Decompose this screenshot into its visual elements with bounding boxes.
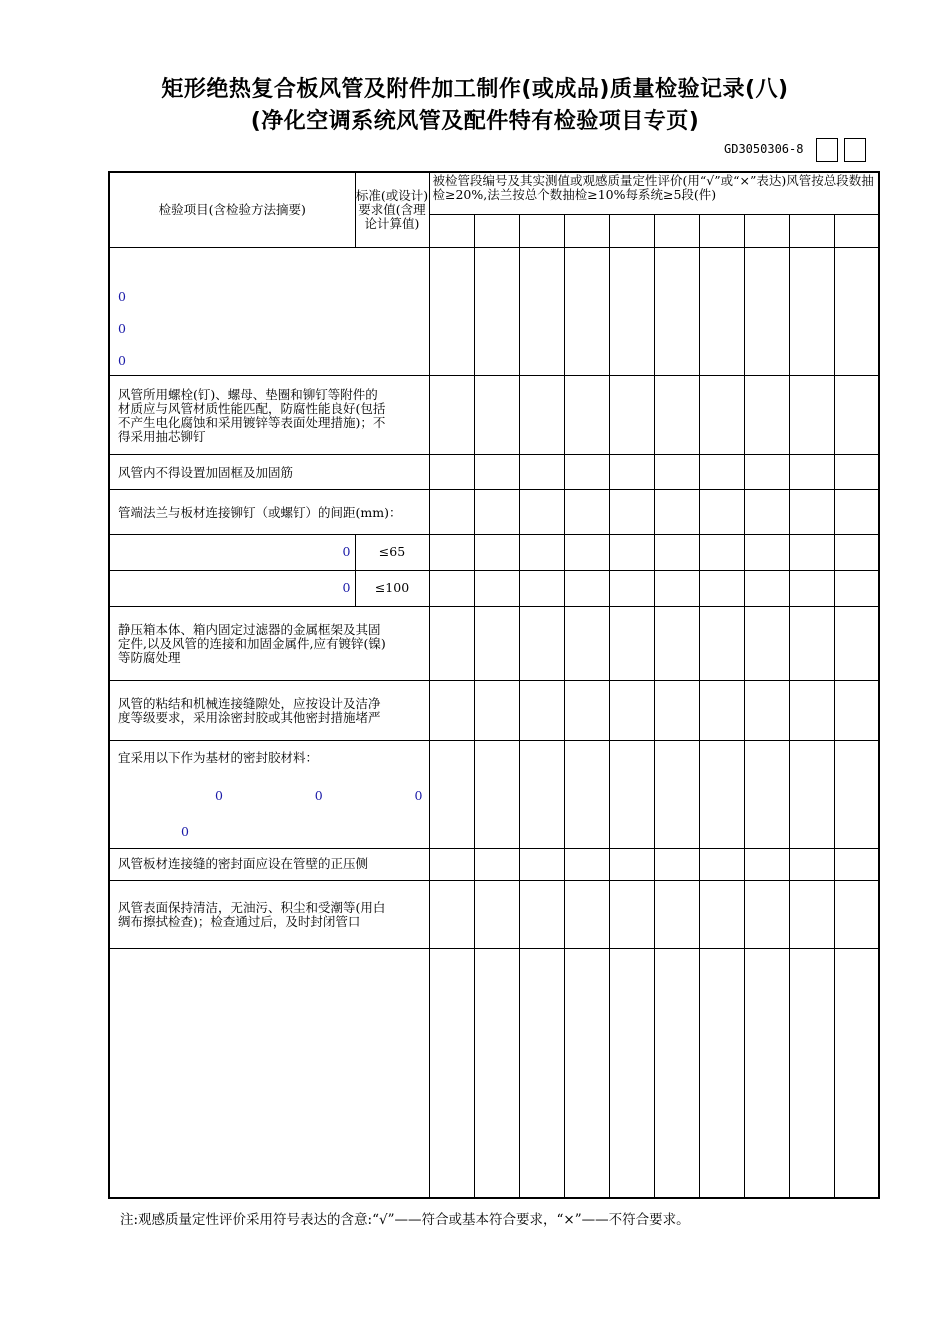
result-cell[interactable] xyxy=(789,740,834,848)
result-cell[interactable] xyxy=(564,375,609,454)
result-cell[interactable] xyxy=(519,454,564,489)
result-cell[interactable] xyxy=(654,454,699,489)
result-cell[interactable] xyxy=(654,680,699,740)
result-cell[interactable] xyxy=(789,534,834,570)
result-cell[interactable] xyxy=(474,948,519,1198)
result-cell[interactable] xyxy=(789,247,834,375)
result-cell[interactable] xyxy=(699,454,744,489)
result-cell[interactable] xyxy=(834,489,879,534)
result-cell[interactable] xyxy=(429,247,474,375)
result-cell[interactable] xyxy=(699,247,744,375)
result-cell[interactable] xyxy=(834,680,879,740)
result-cell[interactable] xyxy=(474,534,519,570)
result-cell[interactable] xyxy=(654,880,699,948)
result-cell[interactable] xyxy=(519,880,564,948)
result-cell[interactable] xyxy=(564,848,609,880)
result-cell[interactable] xyxy=(744,848,789,880)
result-cell[interactable] xyxy=(834,948,879,1198)
row-seal-joint: 风管的粘结和机械连接缝隙处，应按设计及洁净度等级要求，采用涂密封胶或其他密封措施堵严 xyxy=(109,680,429,740)
result-cell[interactable] xyxy=(834,454,879,489)
result-cell[interactable] xyxy=(834,570,879,606)
form-title: 矩形绝热复合板风管及附件加工制作(或成品)质量检验记录(八) xyxy=(161,77,789,102)
result-cell[interactable] xyxy=(564,247,609,375)
result-cell[interactable] xyxy=(654,247,699,375)
result-cell[interactable] xyxy=(789,680,834,740)
result-cell[interactable] xyxy=(834,534,879,570)
spacing-standard: ≤65 xyxy=(355,534,429,570)
sealant-label: 宜采用以下作为基材的密封胶材料： xyxy=(118,749,319,765)
spacing-value: 0 xyxy=(109,570,355,606)
result-cell[interactable] xyxy=(609,848,654,880)
result-cell[interactable] xyxy=(744,948,789,1198)
result-cell[interactable] xyxy=(474,848,519,880)
result-cell[interactable] xyxy=(834,375,879,454)
result-cell[interactable] xyxy=(609,454,654,489)
result-cell[interactable] xyxy=(564,740,609,848)
spacing-standard: ≤100 xyxy=(355,570,429,606)
result-cell[interactable] xyxy=(654,375,699,454)
sealant-values-row xyxy=(118,765,423,803)
footer-note: 注:观感质量定性评价采用符号表达的含意:“√”——符合或基本符合要求，“×”——不符合要求。 xyxy=(120,1212,690,1228)
result-cell[interactable] xyxy=(474,606,519,680)
result-cell[interactable] xyxy=(834,740,879,848)
form-subtitle: (净化空调系统风管及配件特有检验项目专页) xyxy=(250,109,700,134)
result-cell[interactable] xyxy=(699,880,744,948)
result-cell[interactable] xyxy=(789,570,834,606)
row-values xyxy=(109,247,429,375)
result-cell[interactable] xyxy=(789,948,834,1198)
result-cell[interactable] xyxy=(699,570,744,606)
row-sealant xyxy=(109,740,429,848)
result-cell[interactable] xyxy=(699,375,744,454)
result-cell[interactable] xyxy=(744,570,789,606)
result-cell[interactable] xyxy=(699,489,744,534)
sealant-value-1: 0 xyxy=(215,787,223,803)
result-cell[interactable] xyxy=(654,848,699,880)
result-cell[interactable] xyxy=(789,880,834,948)
result-cell[interactable] xyxy=(699,680,744,740)
result-cell[interactable] xyxy=(789,489,834,534)
result-cell[interactable] xyxy=(429,680,474,740)
result-cell[interactable] xyxy=(429,489,474,534)
result-cell[interactable] xyxy=(609,534,654,570)
segment-no-cell[interactable] xyxy=(609,214,654,247)
result-cell[interactable] xyxy=(744,880,789,948)
segment-no-cell[interactable] xyxy=(699,214,744,247)
header-inspection-item: 检验项目(含检验方法摘要) xyxy=(109,172,355,247)
result-cell[interactable] xyxy=(519,740,564,848)
segment-no-cell[interactable] xyxy=(429,214,474,247)
result-cell[interactable] xyxy=(654,489,699,534)
result-cell[interactable] xyxy=(654,606,699,680)
result-cell[interactable] xyxy=(789,375,834,454)
result-cell[interactable] xyxy=(519,247,564,375)
result-cell[interactable] xyxy=(474,680,519,740)
result-cell[interactable] xyxy=(474,570,519,606)
row-plenum: 静压箱本体、箱内固定过滤器的金属框架及其固定件,以及风管的连接和加固金属件,应有镀锌(镍)等防腐处理 xyxy=(109,606,429,680)
result-cell[interactable] xyxy=(744,534,789,570)
row-no-frame: 风管内不得设置加固框及加固筋 xyxy=(109,454,429,489)
result-cell[interactable] xyxy=(744,740,789,848)
segment-no-cell[interactable] xyxy=(474,214,519,247)
result-cell[interactable] xyxy=(744,247,789,375)
result-cell[interactable] xyxy=(519,534,564,570)
result-cell[interactable] xyxy=(429,948,474,1198)
result-cell[interactable] xyxy=(474,740,519,848)
segment-no-cell[interactable] xyxy=(789,214,834,247)
blank-cell[interactable] xyxy=(109,948,429,1198)
segment-no-cell[interactable] xyxy=(564,214,609,247)
segment-no-cell[interactable] xyxy=(654,214,699,247)
result-cell[interactable] xyxy=(789,454,834,489)
segment-no-cell[interactable] xyxy=(744,214,789,247)
result-cell[interactable] xyxy=(474,375,519,454)
sealant-value-4: 0 xyxy=(181,823,189,839)
result-cell[interactable] xyxy=(564,454,609,489)
result-cell[interactable] xyxy=(654,534,699,570)
result-cell[interactable] xyxy=(609,880,654,948)
value-2: 0 xyxy=(118,321,126,336)
result-cell[interactable] xyxy=(789,606,834,680)
result-cell[interactable] xyxy=(429,534,474,570)
result-cell[interactable] xyxy=(699,606,744,680)
result-cell[interactable] xyxy=(609,570,654,606)
result-cell[interactable] xyxy=(429,606,474,680)
result-cell[interactable] xyxy=(519,848,564,880)
result-cell[interactable] xyxy=(609,948,654,1198)
row-clean: 风管表面保持清洁，无油污、积尘和受潮等(用白绸布擦拭检查)；检查通过后，及时封闭管口 xyxy=(109,880,429,948)
result-cell[interactable] xyxy=(699,740,744,848)
header-standard: 标准(或设计)要求值(含理论计算值) xyxy=(355,172,429,247)
row-seal-side: 风管板材连接缝的密封面应设在管壁的正压侧 xyxy=(109,848,429,880)
segment-no-cell[interactable] xyxy=(519,214,564,247)
result-cell[interactable] xyxy=(564,948,609,1198)
form-code-box-1[interactable] xyxy=(816,138,838,162)
result-cell[interactable] xyxy=(564,606,609,680)
sealant-value-3: 0 xyxy=(414,787,423,803)
result-cell[interactable] xyxy=(654,570,699,606)
result-cell[interactable] xyxy=(519,948,564,1198)
result-cell[interactable] xyxy=(744,680,789,740)
row-rivet-spacing: 管端法兰与板材连接铆钉（或螺钉）的间距(mm)： xyxy=(109,489,429,534)
result-cell[interactable] xyxy=(429,570,474,606)
result-cell[interactable] xyxy=(429,880,474,948)
result-cell[interactable] xyxy=(744,375,789,454)
value-3: 0 xyxy=(118,353,126,368)
form-code-box-2[interactable] xyxy=(844,138,866,162)
result-cell[interactable] xyxy=(609,680,654,740)
result-cell[interactable] xyxy=(744,606,789,680)
result-cell[interactable] xyxy=(564,570,609,606)
result-cell[interactable] xyxy=(429,740,474,848)
result-cell[interactable] xyxy=(609,489,654,534)
result-cell[interactable] xyxy=(834,880,879,948)
result-cell[interactable] xyxy=(474,247,519,375)
result-cell[interactable] xyxy=(699,534,744,570)
result-cell[interactable] xyxy=(564,489,609,534)
form-code: GD3050306-8 xyxy=(724,142,804,156)
result-cell[interactable] xyxy=(834,606,879,680)
sealant-value-2: 0 xyxy=(314,787,323,803)
result-cell[interactable] xyxy=(474,489,519,534)
result-cell[interactable] xyxy=(789,848,834,880)
segment-no-cell[interactable] xyxy=(834,214,879,247)
row-fasteners: 风管所用螺栓(钉)、螺母、垫圈和铆钉等附件的材质应与风管材质性能匹配，防腐性能良好(包括不产生电化腐蚀和采用镀锌等表面处理措施)；不得采用抽芯铆钉 xyxy=(109,375,429,454)
spacing-value: 0 xyxy=(109,534,355,570)
result-cell[interactable] xyxy=(744,489,789,534)
result-cell[interactable] xyxy=(609,247,654,375)
result-cell[interactable] xyxy=(609,375,654,454)
result-cell[interactable] xyxy=(744,454,789,489)
result-cell[interactable] xyxy=(564,680,609,740)
result-cell[interactable] xyxy=(519,680,564,740)
result-cell[interactable] xyxy=(519,375,564,454)
result-cell[interactable] xyxy=(834,247,879,375)
result-cell[interactable] xyxy=(609,606,654,680)
result-cell[interactable] xyxy=(429,848,474,880)
result-cell[interactable] xyxy=(429,454,474,489)
result-cell[interactable] xyxy=(699,948,744,1198)
result-cell[interactable] xyxy=(474,454,519,489)
result-cell[interactable] xyxy=(699,848,744,880)
result-cell[interactable] xyxy=(654,740,699,848)
result-cell[interactable] xyxy=(519,606,564,680)
result-cell[interactable] xyxy=(609,740,654,848)
result-cell[interactable] xyxy=(564,880,609,948)
result-cell[interactable] xyxy=(519,570,564,606)
result-cell[interactable] xyxy=(564,534,609,570)
header-evaluation: 被检管段编号及其实测值或观感质量定性评价(用“√”或“×”表达)风管按总段数抽检≥20%,法兰按总个数抽检≥10%每系统≥5段(件) xyxy=(429,172,879,214)
value-1: 0 xyxy=(118,289,126,304)
result-cell[interactable] xyxy=(429,375,474,454)
inspection-table xyxy=(108,171,880,1199)
result-cell[interactable] xyxy=(654,948,699,1198)
result-cell[interactable] xyxy=(474,880,519,948)
result-cell[interactable] xyxy=(519,489,564,534)
result-cell[interactable] xyxy=(834,848,879,880)
